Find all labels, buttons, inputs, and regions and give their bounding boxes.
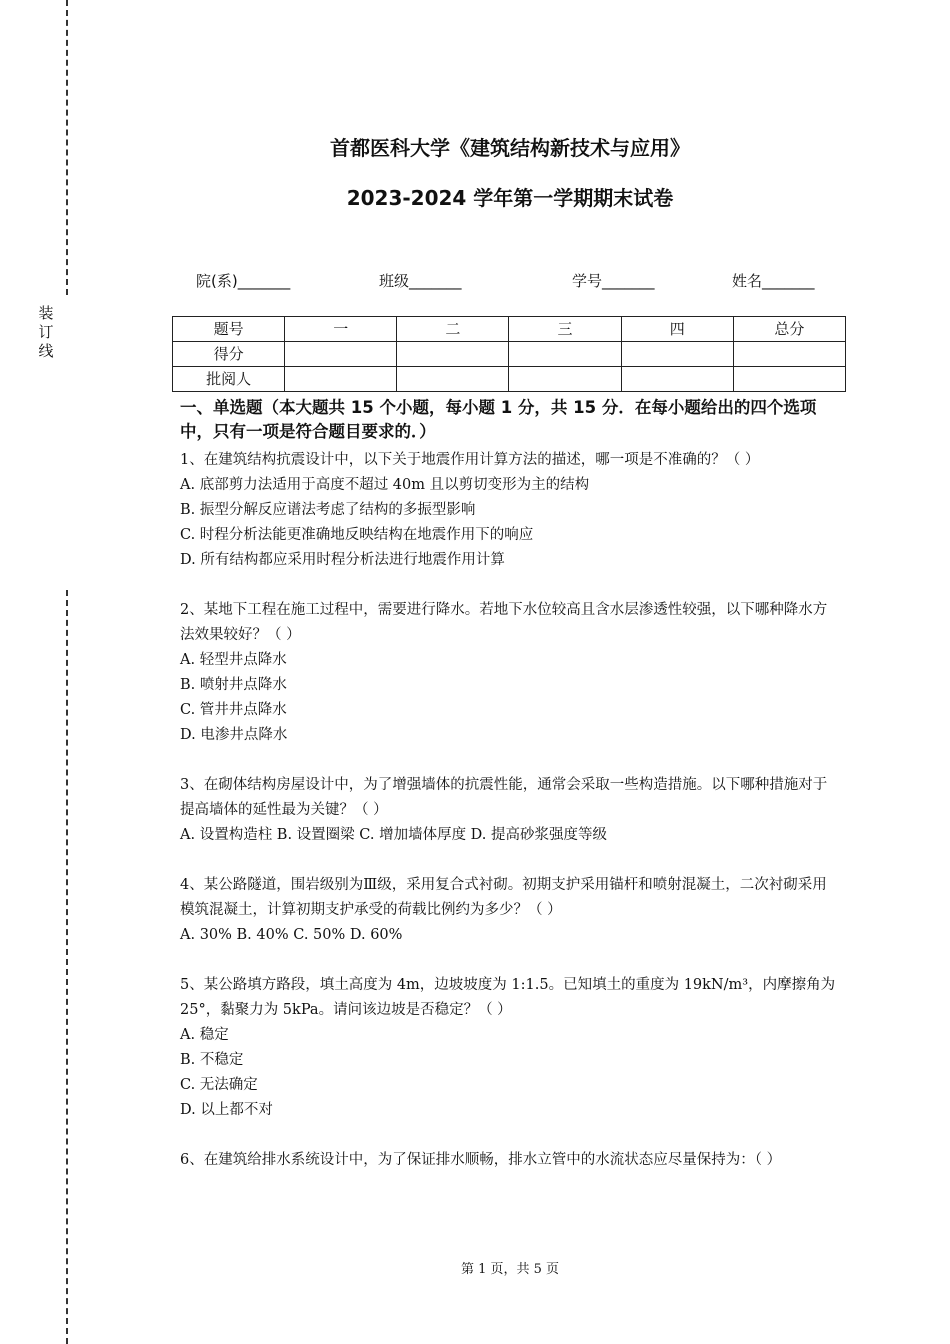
table-cell: 三 <box>509 317 621 342</box>
question-option: D. 以上都不对 <box>180 1102 273 1118</box>
binding-char: 订 <box>38 323 54 341</box>
table-cell: 批阅人 <box>173 367 285 392</box>
question-stem: 2、某地下工程在施工过程中，需要进行降水。若地下水位较高且含水层渗透性较强，以下哪种降水方法效果较好？（ ） <box>180 602 828 643</box>
table-cell: 一 <box>285 317 397 342</box>
student-id-field[interactable]: 学号_______ <box>572 272 655 290</box>
grader-cell[interactable] <box>621 367 733 392</box>
question-4 <box>180 873 840 948</box>
question-option: C. 无法确定 <box>180 1077 258 1093</box>
binding-label <box>38 304 54 361</box>
name-field[interactable]: 姓名_______ <box>732 272 815 290</box>
table-cell: 四 <box>621 317 733 342</box>
score-cell[interactable] <box>509 342 621 367</box>
question-1 <box>180 448 840 573</box>
grader-cell[interactable] <box>397 367 509 392</box>
table-cell: 总分 <box>733 317 845 342</box>
exam-content <box>180 396 840 1198</box>
table-cell: 二 <box>397 317 509 342</box>
table-cell: 题号 <box>173 317 285 342</box>
score-cell[interactable] <box>285 342 397 367</box>
department-field[interactable]: 院(系)_______ <box>196 272 291 290</box>
binding-char: 线 <box>38 342 54 360</box>
question-option: A. 30% B. 40% C. 50% D. 60% <box>180 927 403 943</box>
binding-dashed-line-bottom <box>66 590 68 1344</box>
class-field[interactable]: 班级_______ <box>379 272 462 290</box>
score-row <box>173 342 846 367</box>
question-stem: 1、在建筑结构抗震设计中，以下关于地震作用计算方法的描述，哪一项是不准确的？（ ） <box>180 452 760 468</box>
question-5 <box>180 973 840 1123</box>
grader-cell[interactable] <box>733 367 845 392</box>
score-table <box>172 316 846 392</box>
question-stem: 6、在建筑给排水系统设计中，为了保证排水顺畅，排水立管中的水流状态应尽量保持为：（ ） <box>180 1152 782 1168</box>
exam-title-line2: 2023-2024 学年第一学期期末试卷 <box>346 186 674 210</box>
grader-cell[interactable] <box>509 367 621 392</box>
score-cell[interactable] <box>397 342 509 367</box>
score-cell[interactable] <box>733 342 845 367</box>
question-3 <box>180 773 840 848</box>
question-stem: 5、某公路填方路段，填土高度为 4m，边坡坡度为 1:1.5。已知填土的重度为 19kN/m³，内摩擦角为 25°，黏聚力为 5kPa。请问该边坡是否稳定？（ ） <box>180 977 836 1018</box>
exam-title-line1: 首都医科大学《建筑结构新技术与应用》 <box>330 136 690 160</box>
binding-char: 装 <box>38 304 54 322</box>
score-cell[interactable] <box>621 342 733 367</box>
question-option: C. 时程分析法能更准确地反映结构在地震作用下的响应 <box>180 527 534 543</box>
grader-row <box>173 367 846 392</box>
question-option: D. 电渗井点降水 <box>180 727 288 743</box>
question-stem: 3、在砌体结构房屋设计中，为了增强墙体的抗震性能，通常会采取一些构造措施。以下哪种措施对于提高墙体的延性最为关键？（ ） <box>180 777 828 818</box>
table-cell: 得分 <box>173 342 285 367</box>
question-option: A. 稳定 <box>180 1027 229 1043</box>
question-option: C. 管井井点降水 <box>180 702 287 718</box>
score-table-header-row <box>173 317 846 342</box>
question-6 <box>180 1148 840 1173</box>
question-option: B. 振型分解反应谱法考虑了结构的多振型影响 <box>180 502 476 518</box>
page-footer: 第 1 页，共 5 页 <box>460 1262 560 1277</box>
question-option: A. 设置构造柱 B. 设置圈梁 C. 增加墙体厚度 D. 提高砂浆强度等级 <box>180 827 608 843</box>
grader-cell[interactable] <box>285 367 397 392</box>
section1-heading: 一、单选题（本大题共 15 个小题，每小题 1 分，共 15 分．在每小题给出的四个选项中，只有一项是符合题目要求的．） <box>180 398 817 441</box>
question-2 <box>180 598 840 748</box>
question-option: A. 轻型井点降水 <box>180 652 287 668</box>
question-option: D. 所有结构都应采用时程分析法进行地震作用计算 <box>180 552 505 568</box>
question-option: A. 底部剪力法适用于高度不超过 40m 且以剪切变形为主的结构 <box>180 477 590 493</box>
question-option: B. 喷射井点降水 <box>180 677 287 693</box>
question-option: B. 不稳定 <box>180 1052 244 1068</box>
question-stem: 4、某公路隧道，围岩级别为Ⅲ级，采用复合式衬砌。初期支护采用锚杆和喷射混凝土，二次衬砌采用模筑混凝土，计算初期支护承受的荷载比例约为多少？（ ） <box>180 877 827 918</box>
